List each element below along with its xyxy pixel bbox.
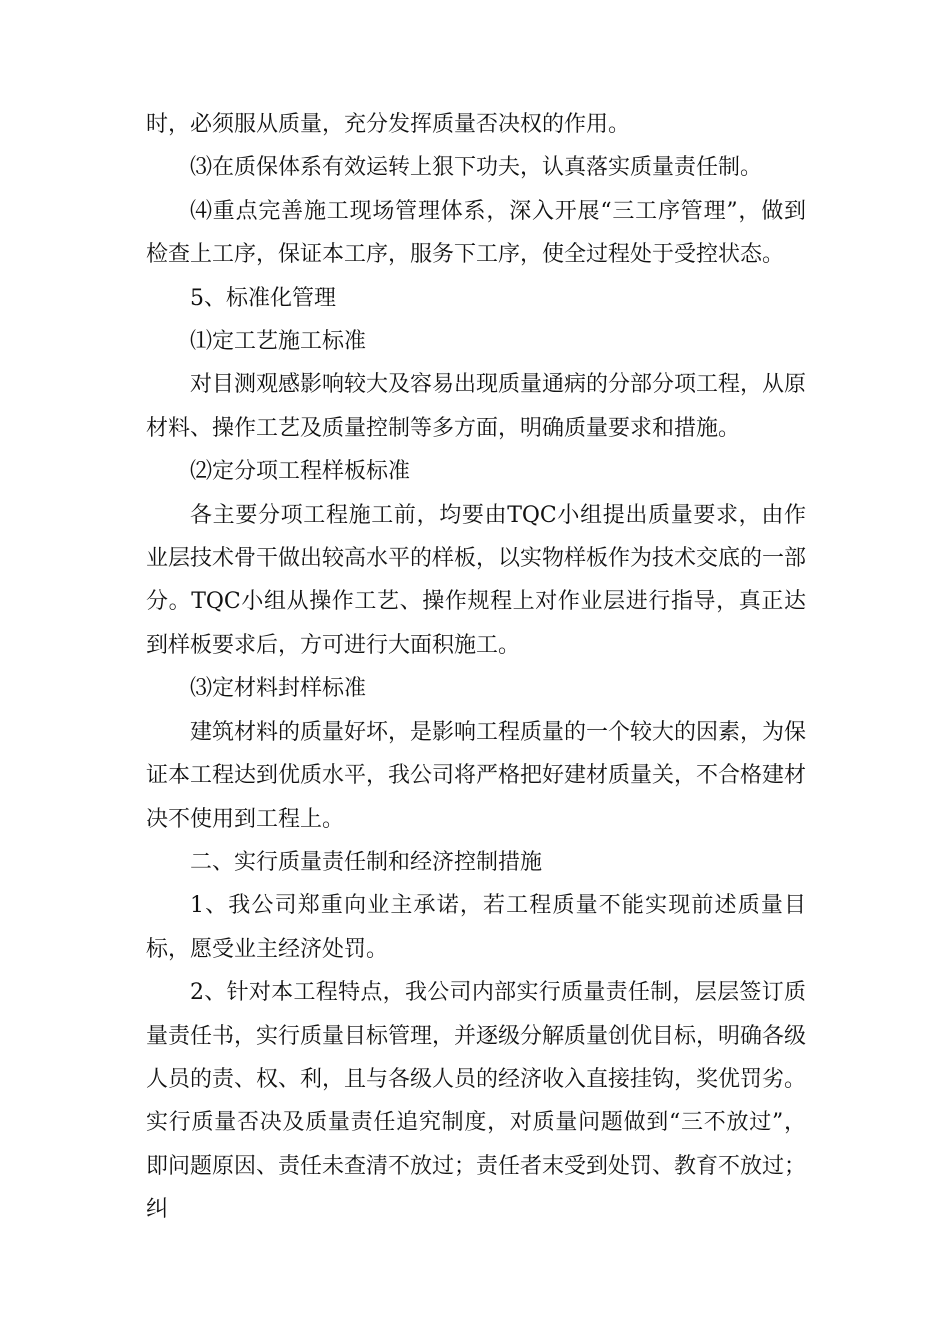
paragraph-3: ⑷重点完善施工现场管理体系，深入开展“三工序管理”，做到检查上工序，保证本工序，服务下工序，使全过程处于受控状态。 — [146, 198, 806, 268]
paragraph-1: 时，必须服从质量，充分发挥质量否决权的作用。 — [146, 112, 631, 137]
subheading-sample-standard: ⑵定分项工程样板标准 — [190, 459, 411, 485]
paragraph-process-standard: 对目测观感影响较大及容易出现质量通病的分部分项工程，从原材料、操作工艺及质量控制等多方面，明确质量要求和措施。 — [146, 372, 807, 441]
paragraph-2: ⑶在质保体系有效运转上狠下功夫，认真落实质量责任制。 — [190, 155, 763, 181]
paragraph-responsibility-system: 2、针对本工程特点，我公司内部实行质量责任制，层层签订质量责任书，实行质量目标管理，并逐级分解质量创优目标，明确各级人员的责、权、利，且与各级人员的经济收入直接挂钩，奖优罚劣。实行质量否决及质量责任追究制度，对质量问题做到“三不放过”，即问题原因、责任未查清不放过；责任者末受到处罚、教育不放过；纠 — [146, 980, 807, 1223]
paragraph-commitment: 1、我公司郑重向业主承诺，若工程质量不能实现前述质量目标，愿受业主经济处罚。 — [146, 893, 806, 962]
document-body — [146, 103, 806, 1232]
section-heading-standardization: 5、标准化管理 — [190, 285, 336, 311]
subheading-material-standard: ⑶定材料封样标准 — [190, 676, 367, 702]
paragraph-sample-standard: 各主要分项工程施工前，均要由TQC小组提出质量要求，由作业层技术骨干做出较高水平的样板，以实物样板作为技术交底的一部分。TQC小组从操作工艺、操作规程上对作业层进行指导，真正达到样板要求后，方可进行大面积施工。 — [146, 502, 807, 658]
subheading-process-standard: ⑴定工艺施工标准 — [190, 329, 367, 355]
section-heading-responsibility: 二、实行质量责任制和经济控制措施 — [190, 849, 543, 875]
paragraph-material-standard: 建筑材料的质量好坏，是影响工程质量的一个较大的因素，为保证本工程达到优质水平，我公司将严格把好建材质量关，不合格建材决不使用到工程上。 — [146, 719, 807, 832]
